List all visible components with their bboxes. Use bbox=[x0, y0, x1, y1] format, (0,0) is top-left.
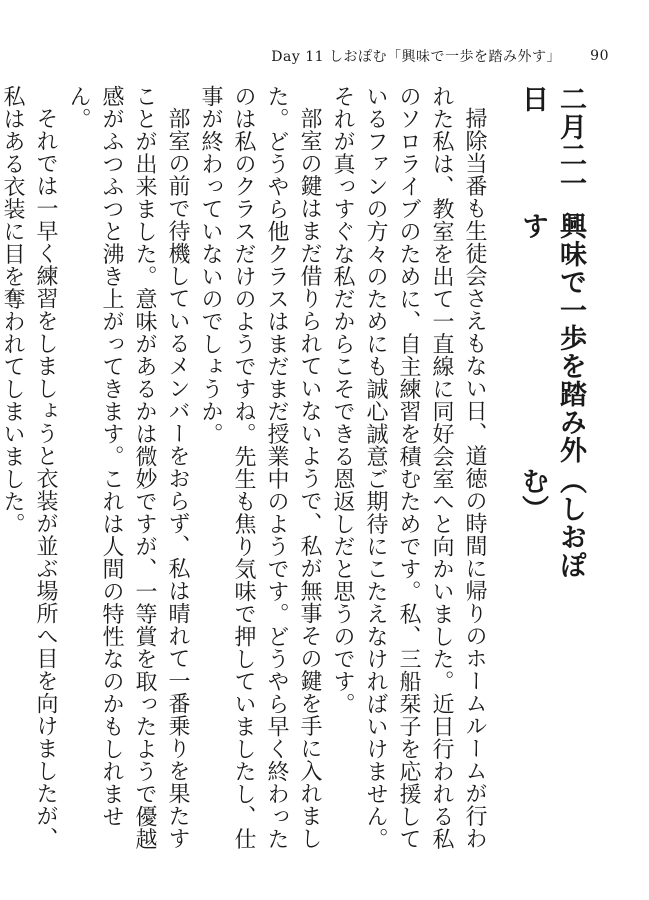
chapter-title: 興味で一歩を踏み外す bbox=[517, 212, 586, 465]
running-header bbox=[40, 44, 609, 68]
paragraph: 掃除当番も生徒会さえもない日、道徳の時間に帰りのホームルームが行われた私は、教室を出て一直線に同好会室へと向かいました。近日行われる私のソロライブのために、自主練習を積むためです。私、三船栞子を応援しているファンの方々のためにも誠心誠意ご期待にこたえなければいけません。それが真っすぐな私だからこそできる恩返しだと思うのです。 bbox=[330, 85, 487, 850]
chapter-heading bbox=[513, 85, 589, 620]
paragraph: それでは一早く練習をしましょうと衣装が並ぶ場所へ目を向けましたが、私はある衣装に目を奪われてしまいました。 bbox=[0, 85, 58, 850]
paragraph: 部室の前で待機しているメンバーをおらず、私は晴れて一番乗りを果たすことが出来ました。意味があるかは微妙ですが、一等賞を取ったようで優越感がふつふつと沸き上がってきます。これは人間の特性なのかもしれません。 bbox=[66, 85, 190, 850]
paragraph: 部室の鍵はまだ借りられていないようで、私が無事その鍵を手に入れました。どうやら他クラスはまだまだ授業中のようです。どうやら早く終わったのは私のクラスだけのようですね。先生も焦り気味で押していましたし、仕事が終わっていないのでしょうか。 bbox=[198, 85, 322, 850]
vertical-text-body bbox=[0, 85, 589, 855]
chapter-date: 二月二一日 bbox=[517, 85, 586, 197]
chapter-author: （しおぽむ） bbox=[517, 467, 586, 580]
page-number: 90 bbox=[590, 48, 609, 64]
running-title: Day 11 しおぽむ「興味で一歩を踏み外す」 bbox=[271, 49, 561, 65]
